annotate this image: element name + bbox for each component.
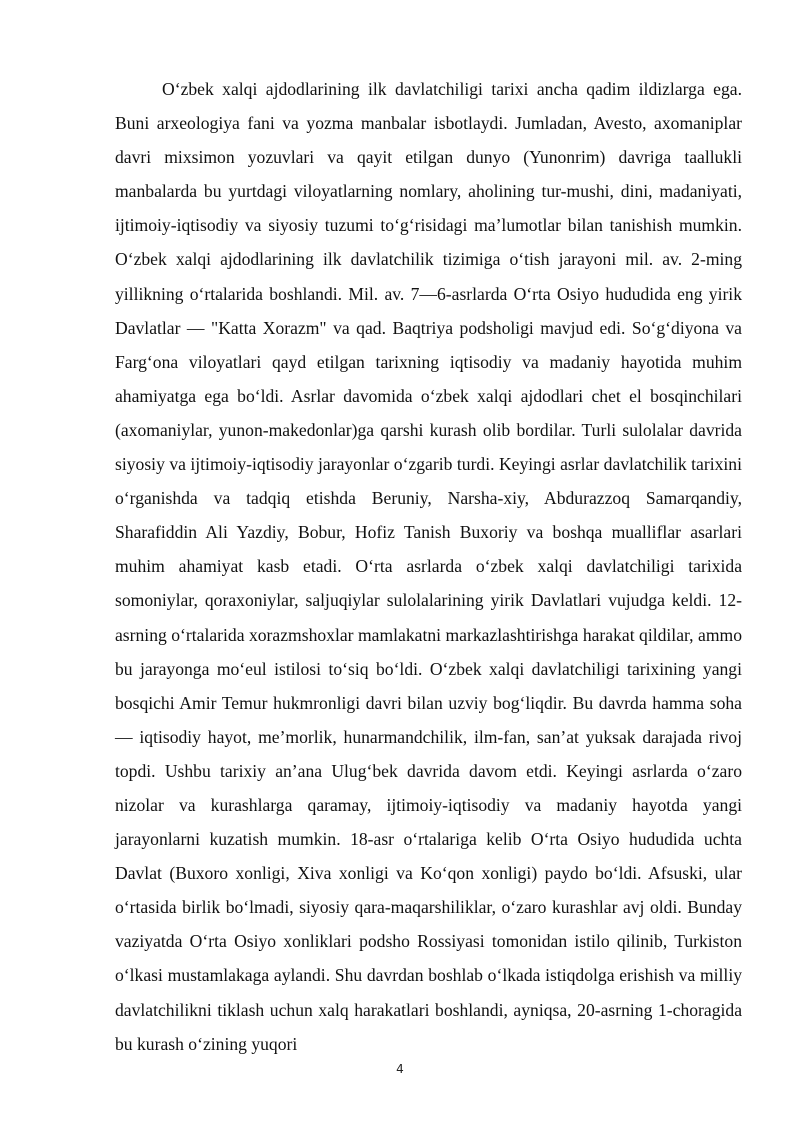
document-page — [115, 72, 742, 1061]
page-number: 4 — [396, 1062, 404, 1076]
body-paragraph: O‘zbek xalqi ajdodlarining ilk davlatchiligi tarixi ancha qadim ildizlarga ega. Buni arxeologiya fani va yozma manbalar isbotlaydi. Jumladan, Avesto, axomaniplar davri mixsimon yozuvlari va qayit etilgan dunyo (Yunonrim) davriga taallukli manbalarda bu yurtdagi viloyatlarning nomlary, aholining tur-mushi, dini, madaniyati, ijtimoiy-iqtisodiy va siyosiy tuzumi to‘g‘risidagi ma’lumotlar bilan tanishish mumkin. O‘zbek xalqi ajdodlarining ilk davlatchilik tizimiga o‘tish jarayoni mil. av. 2-ming yillikning o‘rtalarida boshlandi. Mil. av. 7—6-asrlarda O‘rta Osiyo hududida eng yirik Davlatlar — "Katta Xorazm" va qad. Baqtriya podsholigi mavjud edi. So‘g‘diyona va Farg‘ona viloyatlari qayd etilgan tarixning iqtisodiy va madaniy hayotida muhim ahamiyatga ega bo‘ldi. Asrlar davomida o‘zbek xalqi ajdodlari chet el bosqinchilari (axomaniylar, yunon-makedonlar)ga qarshi kurash olib bordilar. Turli sulolalar davrida siyosiy va ijtimoiy-iqtisodiy jarayonlar o‘zgarib turdi. Keyingi asrlar davlatchilik tarixini o‘rganishda va tadqiq etishda Beruniy, Narsha-xiy, Abdurazzoq Samarqandiy, Sharafiddin Ali Yazdiy, Bobur, Hofiz Tanish Buxoriy va boshqa mualliflar asarlari muhim ahamiyat kasb etadi. O‘rta asrlarda o‘zbek xalqi davlatchiligi tarixida somoniylar, qoraxoniylar, saljuqiylar sulolalarining yirik Davlatlari vujudga keldi. 12-asrning o‘rtalarida xorazmshoxlar mamlakatni markazlashtirishga harakat qildilar, ammo bu jarayonga mo‘eul istilosi to‘siq bo‘ldi. O‘zbek xalqi davlatchiligi tarixining yangi bosqichi Amir Temur hukmronligi davri bilan uzviy bog‘liqdir. Bu davrda hamma soha — iqtisodiy hayot, me’morlik, hunarmandchilik, ilm-fan, san’at yuksak darajada rivoj topdi. Ushbu tarixiy an’ana Ulug‘bek davrida davom etdi. Keyingi asrlarda o‘zaro nizolar va kurashlarga qaramay, ijtimoiy-iqtisodiy va madaniy hayotda yangi jarayonlarni kuzatish mumkin. 18-asr o‘rtalariga kelib O‘rta Osiyo hududida uchta Davlat (Buxoro xonligi, Xiva xonligi va Ko‘qon xonligi) paydo bo‘ldi. Afsuski, ular o‘rtasida birlik bo‘lmadi, siyosiy qara-maqarshiliklar, o‘zaro kurashlar avj oldi. Bunday vaziyatda O‘rta Osiyo xonliklari podsho Rossiyasi tomonidan istilo qilinib, Turkiston o‘lkasi mustamlakaga aylandi. Shu davrdan boshlab o‘lkada istiqdolga erishish va milliy davlatchilikni tiklash uchun xalq harakatlari boshlandi, ayniqsa, 20-asrning 1-choragida bu kurash o‘zining yuqori — [115, 79, 742, 1054]
